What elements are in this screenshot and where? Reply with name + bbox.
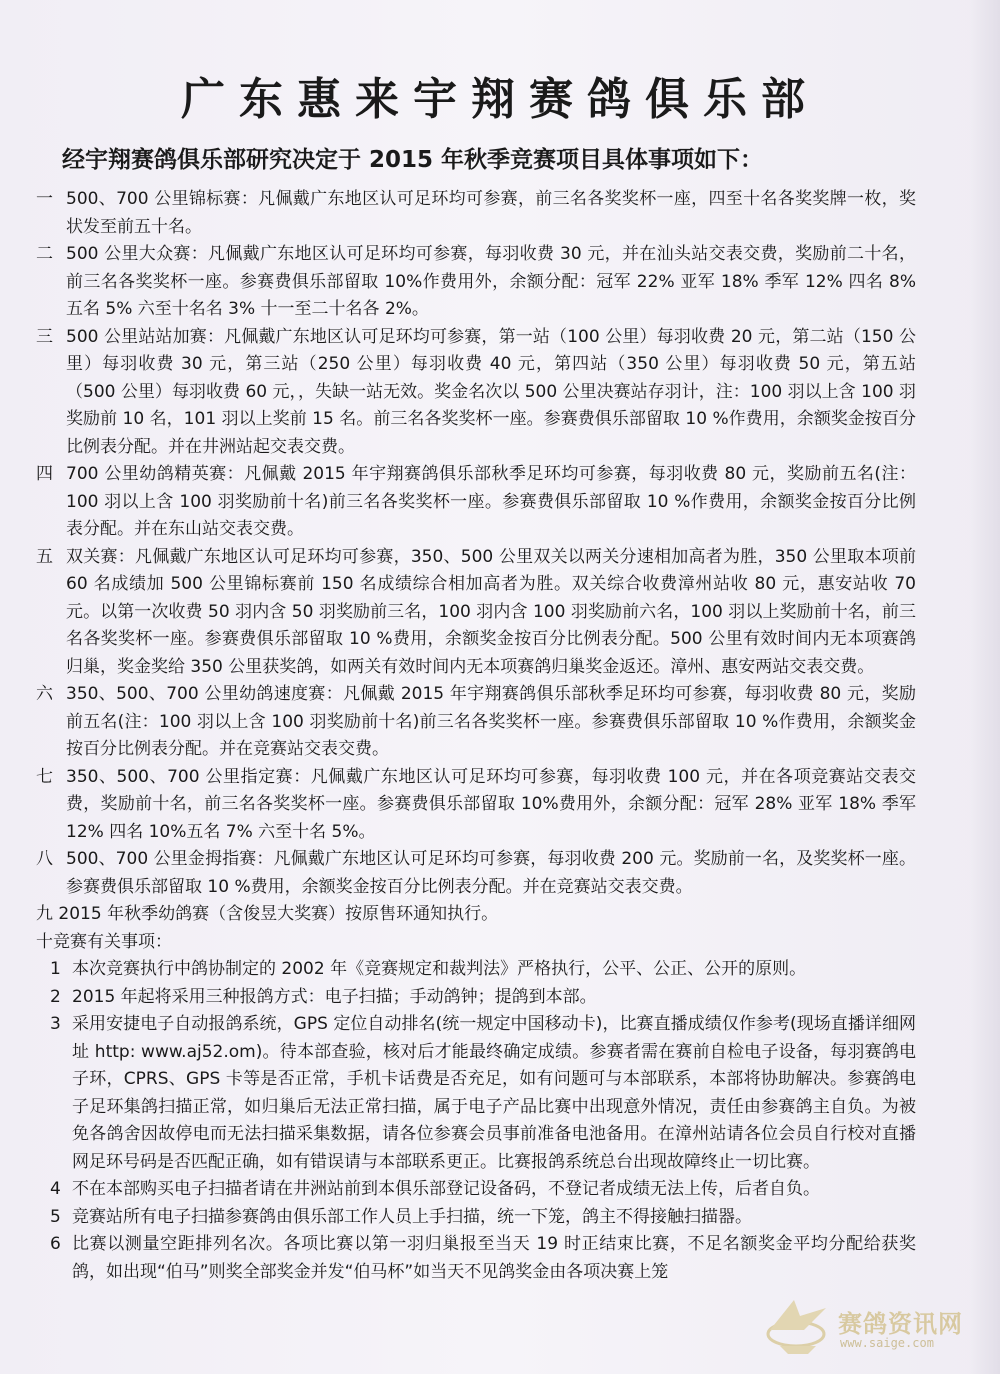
item-text: 350、500、700 公里指定赛：凡佩戴广东地区认可足环均可参赛，每羽收费 100 元，并在各项竞赛站交表交费，奖励前十名，前三名各奖奖杯一座。参赛费俱乐部留取 10%费用外，余额分配：冠军 28% 亚军 18% 季军 12% 四名 10%五名 7% 六至十名 5%。 <box>66 766 916 842</box>
item-text: 十竞赛有关事项： <box>36 931 172 952</box>
page-edge-shadow <box>970 0 1000 1374</box>
sub-item-4 <box>36 1176 916 1204</box>
sub-item-number: 5 <box>50 1206 61 1227</box>
sub-item-3 <box>36 1011 916 1176</box>
item-number: 四 <box>36 464 53 484</box>
item-number: 七 <box>36 766 53 787</box>
item-number: 八 <box>36 849 53 869</box>
rule-item-6 <box>36 681 916 764</box>
item-text: 700 公里幼鸽精英赛：凡佩戴 2015 年宇翔赛鸽俱乐部秋季足环均可参赛，每羽收费 80 元，奖励前五名(注：100 羽以上含 100 羽奖励前十名)前三名各奖奖杯一座。参赛费俱乐部留取 10 %作费用，余额奖金按百分比例表分配。并在东山站交表交费。 <box>66 464 916 539</box>
item-number: 二 <box>36 244 53 264</box>
item-text: 九 2015 年秋季幼鸽赛（含俊昱大奖赛）按原售环通知执行。 <box>36 904 499 924</box>
rule-item-1 <box>36 186 916 241</box>
sub-item-text: 不在本部购买电子扫描者请在井洲站前到本俱乐部登记设备码，不登记者成绩无法上传，后者自负。 <box>72 1179 820 1199</box>
watermark <box>760 1290 980 1360</box>
sub-item-text: 竞赛站所有电子扫描参赛鸽由俱乐部工作人员上手扫描，统一下笼，鸽主不得接触扫描器。 <box>72 1206 752 1227</box>
sub-item-number: 3 <box>50 1014 61 1034</box>
sub-item-5 <box>36 1204 916 1232</box>
rule-item-2 <box>36 241 916 324</box>
sub-item-text: 比赛以测量空距排列名次。各项比赛以第一羽归巢报至当天 19 时正结束比赛，不足名额奖金平均分配给获奖鸽，如出现“伯马”则奖全部奖金并发“伯马杯”如当天不见鸽奖金由各项决赛上笼 <box>72 1234 916 1282</box>
sub-item-6 <box>36 1231 916 1286</box>
rule-item-5 <box>36 544 916 682</box>
sub-item-number: 6 <box>50 1234 61 1254</box>
sub-item-number: 1 <box>50 959 61 979</box>
pigeon-logo-icon <box>760 1290 836 1360</box>
item-text: 双关赛：凡佩戴广东地区认可足环均可参赛，350、500 公里双关以两关分速相加高者为胜，350 公里取本项前 60 名成绩加 500 公里锦标赛前 150 名成绩综合相加高者为胜。双关综合收费漳州站收 80 元，惠安站收 70 元。以第一次收费 50 羽内含 50 羽奖励前三名，100 羽内含 100 羽奖励前六名，100 羽以上奖励前十名，前三名各奖奖杯一座。参赛费俱乐部留取 10 %费用，余额奖金按百分比例表分配。500 公里有效时间内无本项赛鸽归巢，奖金奖给 350 公里获奖鸽，如两关有效时间内无本项赛鸽归巢奖金返还。漳州、惠安两站交表交费。 <box>66 546 916 677</box>
item-number: 五 <box>36 546 53 567</box>
sub-item-2 <box>36 984 916 1012</box>
sub-item-text: 本次竞赛执行中鸽协制定的 2002 年《竞赛规定和裁判法》严格执行，公平、公正、公开的原则。 <box>72 959 807 979</box>
watermark-url: www.saige.com <box>840 1336 934 1350</box>
page-title: 广东惠来宇翔赛鸽俱乐部 <box>181 74 819 125</box>
item-text: 350、500、700 公里幼鸽速度赛：凡佩戴 2015 年宇翔赛鸽俱乐部秋季足环均可参赛，每羽收费 80 元，奖励前五名(注：100 羽以上含 100 羽奖励前十名)前三名各奖奖杯一座。参赛费俱乐部留取 10 %作费用，余额奖金按百分比例表分配。并在竞赛站交表交费。 <box>66 684 916 759</box>
watermark-site-name: 赛鸽资讯网 <box>838 1310 963 1338</box>
item-number: 六 <box>36 684 53 704</box>
item-text: 500、700 公里锦标赛：凡佩戴广东地区认可足环均可参赛，前三名各奖奖杯一座，四至十名各奖奖牌一枚，奖状发至前五十名。 <box>66 189 916 237</box>
sub-item-1 <box>36 956 916 984</box>
rule-item-4 <box>36 461 916 544</box>
rule-item-10-heading <box>36 929 916 957</box>
intro-line: 经宇翔赛鸽俱乐部研究决定于 2015 年秋季竞赛项目具体事项如下： <box>62 147 764 173</box>
rule-item-8 <box>36 846 916 901</box>
sub-item-number: 4 <box>50 1179 61 1199</box>
item-text: 500、700 公里金拇指赛：凡佩戴广东地区认可足环均可参赛，每羽收费 200 元。奖励前一名，及奖奖杯一座。参赛费俱乐部留取 10 %费用，余额奖金按百分比例表分配。并在竞赛站交表交费。 <box>66 849 916 897</box>
sub-item-text: 2015 年起将采用三种报鸽方式：电子扫描；手动鸽钟；提鸽到本部。 <box>72 986 597 1007</box>
sub-item-text: 采用安捷电子自动报鸽系统，GPS 定位自动排名(统一规定中国移动卡)，比赛直播成绩仅作参考(现场直播详细网址 http: www.aj52.om)。待本部查验，核对后才能最终确定成绩。参赛者需在赛前自检电子设备，每羽赛鸽电子环，CPRS、GPS 卡等是否正常，手机卡话费是否充足，如有问题可与本部联系，本部将协助解决。参赛鸽电子足环集鸽扫描正常，如归巢后无法正常扫描，属于电子产品比赛中出现意外情况，责任由参赛鸽主自负。为被免各鸽舍因故停电而无法扫描采集数据，请各位参赛会员事前准备电池备用。在漳州站请各位会员自行校对直播网足环号码是否匹配正确，如有错误请与本部联系更正。比赛报鸽系统总台出现故障终止一切比赛。 <box>72 1014 916 1172</box>
item-number: 一 <box>36 189 53 209</box>
document-body <box>36 186 916 1286</box>
rule-item-9 <box>36 901 916 929</box>
item-text: 500 公里站站加赛：凡佩戴广东地区认可足环均可参赛，第一站（100 公里）每羽收费 20 元，第二站（150 公里）每羽收费 30 元，第三站（250 公里）每羽收费 40 元，第四站（350 公里）每羽收费 50 元，第五站（500 公里）每羽收费 60 元，，失缺一站无效。奖金名次以 500 公里决赛站存羽计，注：100 羽以上含 100 羽奖励前 10 名，101 羽以上奖前 15 名。前三名各奖奖杯一座。参赛费俱乐部留取 10 %作费用，余额奖金按百分比例表分配。并在井洲站起交表交费。 <box>66 326 916 457</box>
item-number: 三 <box>36 326 53 347</box>
sub-item-number: 2 <box>50 986 61 1007</box>
item-text: 500 公里大众赛：凡佩戴广东地区认可足环均可参赛，每羽收费 30 元，并在汕头站交表交费，奖励前二十名，前三名各奖奖杯一座。参赛费俱乐部留取 10%作费用外，余额分配：冠军 22% 亚军 18% 季军 12% 四名 8% 五名 5% 六至十名名 3% 十一至二十名各 2%。 <box>66 244 916 319</box>
rule-item-3 <box>36 324 916 462</box>
rule-item-7 <box>36 764 916 847</box>
